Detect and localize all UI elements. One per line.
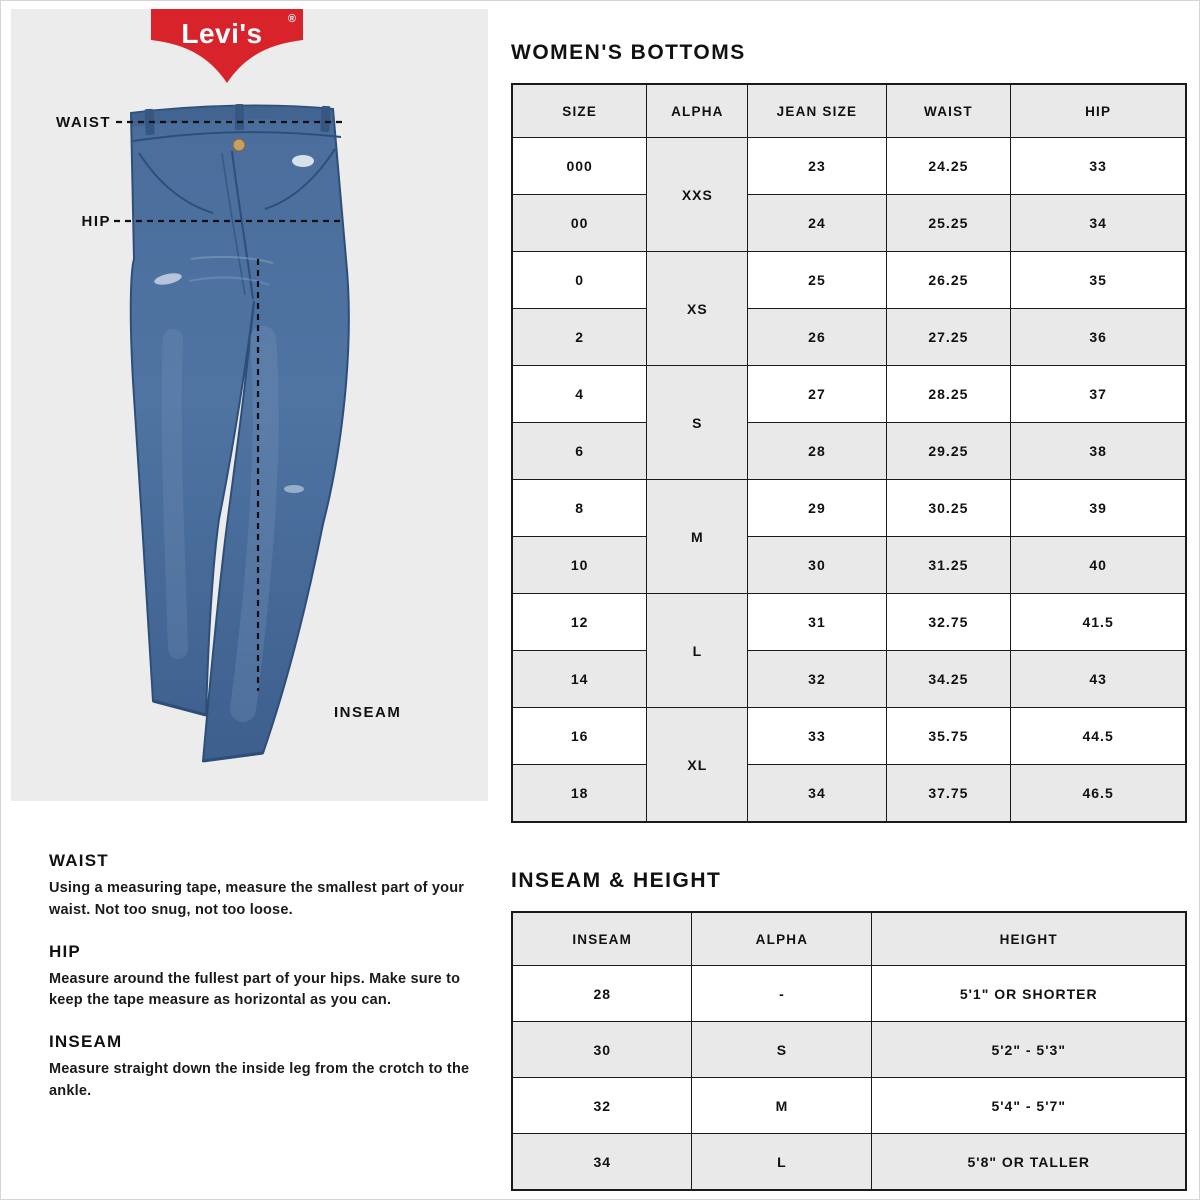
col-header-height: HEIGHT xyxy=(872,912,1186,966)
size-row xyxy=(512,309,1186,366)
bottoms-size-table xyxy=(511,83,1187,823)
inseam-row xyxy=(512,1134,1186,1191)
cell-jean-size: 31 xyxy=(748,594,886,651)
cell-alpha: S xyxy=(647,366,748,480)
size-row xyxy=(512,537,1186,594)
cell-size: 0 xyxy=(512,252,647,309)
cell-alpha: M xyxy=(692,1078,872,1134)
cell-height: 5'2" - 5'3" xyxy=(872,1022,1186,1078)
cell-jean-size: 33 xyxy=(748,708,886,765)
col-header-jean-size: JEAN SIZE xyxy=(748,84,886,138)
cell-inseam: 32 xyxy=(512,1078,692,1134)
instruction-hip xyxy=(49,942,485,1013)
cell-height: 5'4" - 5'7" xyxy=(872,1078,1186,1134)
cell-size: 12 xyxy=(512,594,647,651)
cell-hip: 44.5 xyxy=(1011,708,1186,765)
cell-alpha: M xyxy=(647,480,748,594)
cell-size: 4 xyxy=(512,366,647,423)
bottoms-title: WOMEN'S BOTTOMS xyxy=(511,41,746,64)
col-header-alpha: ALPHA xyxy=(647,84,748,138)
cell-waist: 37.75 xyxy=(886,765,1011,823)
instruction-text: Measure straight down the inside leg from the crotch to the ankle. xyxy=(49,1061,470,1099)
cell-size: 2 xyxy=(512,309,647,366)
header-row xyxy=(512,912,1186,966)
cell-hip: 36 xyxy=(1011,309,1186,366)
cell-size: 6 xyxy=(512,423,647,480)
cell-hip: 46.5 xyxy=(1011,765,1186,823)
cell-waist: 31.25 xyxy=(886,537,1011,594)
inseam-row xyxy=(512,966,1186,1022)
instruction-heading: WAIST xyxy=(49,851,109,870)
jeans-panel xyxy=(11,9,488,801)
header-row xyxy=(512,84,1186,138)
cell-size: 18 xyxy=(512,765,647,823)
distress-mark xyxy=(292,155,314,167)
cell-jean-size: 26 xyxy=(748,309,886,366)
size-row xyxy=(512,195,1186,252)
size-tables xyxy=(511,41,1187,1191)
cell-hip: 43 xyxy=(1011,651,1186,708)
cell-inseam: 30 xyxy=(512,1022,692,1078)
col-header-inseam: INSEAM xyxy=(512,912,692,966)
cell-size: 14 xyxy=(512,651,647,708)
instruction-text: Using a measuring tape, measure the smallest part of your waist. Not too snug, not too loose. xyxy=(49,880,465,918)
cell-size: 000 xyxy=(512,138,647,195)
size-row xyxy=(512,138,1186,195)
cell-hip: 40 xyxy=(1011,537,1186,594)
registered-trademark: ® xyxy=(287,13,296,25)
col-header-hip: HIP xyxy=(1011,84,1186,138)
cell-waist: 35.75 xyxy=(886,708,1011,765)
cell-height: 5'8" OR TALLER xyxy=(872,1134,1186,1191)
cell-waist: 24.25 xyxy=(886,138,1011,195)
cell-size: 16 xyxy=(512,708,647,765)
inseam-row xyxy=(512,1078,1186,1134)
inseam-height-title: INSEAM & HEIGHT xyxy=(511,869,722,892)
cell-waist: 25.25 xyxy=(886,195,1011,252)
inseam-row xyxy=(512,1022,1186,1078)
cell-alpha: S xyxy=(692,1022,872,1078)
inseam-height-table xyxy=(511,911,1187,1191)
cell-hip: 37 xyxy=(1011,366,1186,423)
col-header-alpha: ALPHA xyxy=(692,912,872,966)
col-header-waist: WAIST xyxy=(886,84,1011,138)
cell-waist: 32.75 xyxy=(886,594,1011,651)
cell-jean-size: 34 xyxy=(748,765,886,823)
instruction-inseam xyxy=(49,1032,485,1103)
size-row xyxy=(512,708,1186,765)
cell-jean-size: 23 xyxy=(748,138,886,195)
distress-mark xyxy=(284,485,304,493)
cell-waist: 27.25 xyxy=(886,309,1011,366)
size-row xyxy=(512,651,1186,708)
cell-jean-size: 27 xyxy=(748,366,886,423)
size-row xyxy=(512,480,1186,537)
cell-hip: 35 xyxy=(1011,252,1186,309)
instruction-text: Measure around the fullest part of your hips. Make sure to keep the tape measure as horizontal as you can. xyxy=(49,970,461,1009)
waist-diagram-label: WAIST xyxy=(56,114,111,131)
inseam-diagram-label: INSEAM xyxy=(334,704,402,721)
cell-alpha: XXS xyxy=(647,138,748,252)
cell-waist: 30.25 xyxy=(886,480,1011,537)
cell-jean-size: 25 xyxy=(748,252,886,309)
cell-size: 8 xyxy=(512,480,647,537)
instruction-heading: INSEAM xyxy=(49,1032,123,1051)
cell-size: 10 xyxy=(512,537,647,594)
hip-diagram-label: HIP xyxy=(81,213,111,230)
cell-height: 5'1" OR SHORTER xyxy=(872,966,1186,1022)
size-row xyxy=(512,423,1186,480)
cell-waist: 34.25 xyxy=(886,651,1011,708)
cell-alpha: XS xyxy=(647,252,748,366)
levis-wordmark: Levi's xyxy=(181,18,263,49)
measuring-instructions xyxy=(49,851,485,1123)
cell-inseam: 34 xyxy=(512,1134,692,1191)
instruction-waist xyxy=(49,851,485,922)
leg-fade-left xyxy=(172,339,178,649)
cell-waist: 29.25 xyxy=(886,423,1011,480)
cell-waist: 26.25 xyxy=(886,252,1011,309)
cell-jean-size: 29 xyxy=(748,480,886,537)
cell-jean-size: 28 xyxy=(748,423,886,480)
jeans-button xyxy=(233,139,245,151)
cell-jean-size: 24 xyxy=(748,195,886,252)
size-row xyxy=(512,765,1186,823)
cell-jean-size: 30 xyxy=(748,537,886,594)
col-header-size: SIZE xyxy=(512,84,647,138)
cell-inseam: 28 xyxy=(512,966,692,1022)
cell-alpha: L xyxy=(647,594,748,708)
cell-hip: 38 xyxy=(1011,423,1186,480)
cell-hip: 33 xyxy=(1011,138,1186,195)
cell-hip: 34 xyxy=(1011,195,1186,252)
cell-alpha: - xyxy=(692,966,872,1022)
cell-hip: 39 xyxy=(1011,480,1186,537)
instruction-heading: HIP xyxy=(49,941,81,961)
cell-hip: 41.5 xyxy=(1011,594,1186,651)
size-row xyxy=(512,252,1186,309)
size-row xyxy=(512,366,1186,423)
cell-waist: 28.25 xyxy=(886,366,1011,423)
cell-size: 00 xyxy=(512,195,647,252)
cell-alpha: XL xyxy=(647,708,748,823)
cell-jean-size: 32 xyxy=(748,651,886,708)
cell-alpha: L xyxy=(692,1134,872,1191)
size-row xyxy=(512,594,1186,651)
